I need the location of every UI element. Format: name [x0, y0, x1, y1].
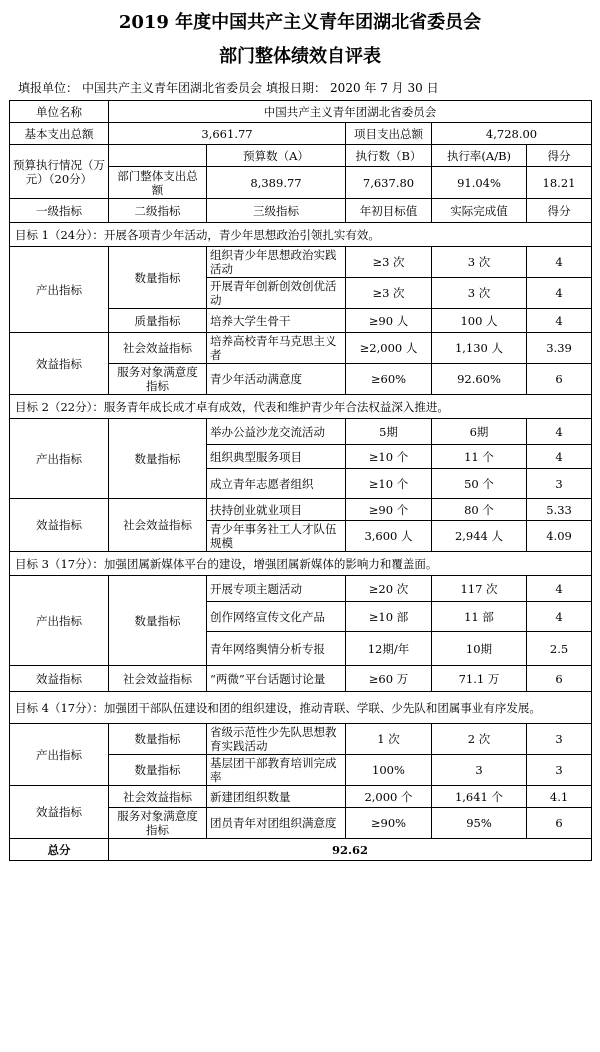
score-value: 4: [527, 445, 592, 469]
level1-indicator: 效益指标: [10, 333, 109, 395]
actual-value: 100 人: [432, 309, 527, 333]
score-value: 3: [527, 755, 592, 786]
report-meta: [18, 79, 588, 97]
goal-text: 目标 2（22分）：服务青年成长成才卓有成效，代表和维护青少年合法权益深入推进。: [10, 395, 592, 419]
dept-total-label: 部门整体支出总额: [109, 167, 207, 199]
level1-indicator: 产出指标: [10, 419, 109, 499]
level3-indicator: 组织典型服务项目: [207, 445, 346, 469]
target-value: 12期/年: [346, 632, 432, 666]
basic-total-value: 3,661.77: [109, 123, 346, 145]
actual-value: 3 次: [432, 278, 527, 309]
dept-score: 18.21: [527, 167, 592, 199]
level2-indicator: 数量指标: [109, 419, 207, 499]
actual-value: 92.60%: [432, 364, 527, 395]
level2-indicator: 数量指标: [109, 247, 207, 309]
project-total-value: 4,728.00: [432, 123, 592, 145]
indicator-row: [10, 786, 592, 808]
score-value: 4: [527, 309, 592, 333]
level1-indicator: 产出指标: [10, 247, 109, 333]
level1-indicator: 效益指标: [10, 786, 109, 839]
level1-indicator: 产出指标: [10, 724, 109, 786]
level3-indicator: 团员青年对团组织满意度: [207, 808, 346, 839]
target-value: 100%: [346, 755, 432, 786]
total-row: [10, 839, 592, 861]
target-value: ≥10 个: [346, 445, 432, 469]
level1-indicator: 效益指标: [10, 666, 109, 692]
target-value: 2,000 个: [346, 786, 432, 808]
indicator-row: [10, 333, 592, 364]
score-value: 6: [527, 666, 592, 692]
actual-value: 6期: [432, 419, 527, 445]
score-value: 6: [527, 808, 592, 839]
target-value: ≥20 次: [346, 576, 432, 602]
level2-indicator: 质量指标: [109, 309, 207, 333]
level3-indicator: 省级示范性少先队思想教育实践活动: [207, 724, 346, 755]
total-label: 总分: [10, 839, 109, 861]
actual-value: 95%: [432, 808, 527, 839]
totals-row: [10, 123, 592, 145]
score-value: 4.1: [527, 786, 592, 808]
actual-value: 117 次: [432, 576, 527, 602]
level2-indicator: 数量指标: [109, 576, 207, 666]
target-value: ≥60%: [346, 364, 432, 395]
score-value: 3.39: [527, 333, 592, 364]
dept-budget: 8,389.77: [207, 167, 346, 199]
actual-value: 1,641 个: [432, 786, 527, 808]
col-target: 年初目标值: [346, 199, 432, 223]
level2-indicator: 数量指标: [109, 755, 207, 786]
date-value: 2020 年 7 月 30 日: [330, 81, 439, 95]
actual-value: 80 个: [432, 499, 527, 521]
goal-text: 目标 4（17分）：加强团干部队伍建设和团的组织建设，推动青联、学联、少先队和团属事业有序发展。: [10, 692, 592, 724]
score-value: 4.09: [527, 521, 592, 552]
level3-indicator: “两微”平台话题讨论量: [207, 666, 346, 692]
target-value: 1 次: [346, 724, 432, 755]
column-header-row: [10, 199, 592, 223]
budget-header-row: [10, 145, 592, 167]
level2-indicator: 数量指标: [109, 724, 207, 755]
score-value: 4: [527, 419, 592, 445]
score-value: 2.5: [527, 632, 592, 666]
col-budget: 预算数（A）: [207, 145, 346, 167]
target-value: 3,600 人: [346, 521, 432, 552]
basic-total-label: 基本支出总额: [10, 123, 109, 145]
unit-name-row: [10, 101, 592, 123]
actual-value: 3 次: [432, 247, 527, 278]
score-value: 6: [527, 364, 592, 395]
level3-indicator: 青少年事务社工人才队伍规模: [207, 521, 346, 552]
col-level3: 三级指标: [207, 199, 346, 223]
level3-indicator: 培养高校青年马克思主义者: [207, 333, 346, 364]
level3-indicator: 开展专项主题活动: [207, 576, 346, 602]
col-row-score: 得分: [527, 199, 592, 223]
goal-text: 目标 3（17分）：加强团属新媒体平台的建设，增强团属新媒体的影响力和覆盖面。: [10, 552, 592, 576]
actual-value: 11 个: [432, 445, 527, 469]
level3-indicator: 青年网络舆情分析专报: [207, 632, 346, 666]
actual-value: 1,130 人: [432, 333, 527, 364]
indicator-row: [10, 419, 592, 445]
level2-indicator: 服务对象满意度指标: [109, 808, 207, 839]
target-value: ≥90%: [346, 808, 432, 839]
evaluation-table: [9, 100, 592, 861]
actual-value: 3: [432, 755, 527, 786]
score-value: 3: [527, 724, 592, 755]
col-level2: 二级指标: [109, 199, 207, 223]
level2-indicator: 社会效益指标: [109, 666, 207, 692]
dept-exec: 7,637.80: [346, 167, 432, 199]
level3-indicator: 青少年活动满意度: [207, 364, 346, 395]
unit-name-label: 单位名称: [10, 101, 109, 123]
level3-indicator: 新建团组织数量: [207, 786, 346, 808]
indicator-row: [10, 499, 592, 521]
col-level1: 一级指标: [10, 199, 109, 223]
project-total-label: 项目支出总额: [346, 123, 432, 145]
col-exec: 执行数（B）: [346, 145, 432, 167]
goal-row: [10, 223, 592, 247]
level3-indicator: 组织青少年思想政治实践活动: [207, 247, 346, 278]
target-value: ≥10 个: [346, 469, 432, 499]
unit-label: 填报单位：: [18, 81, 79, 95]
document-subtitle: 部门整体绩效自评表: [219, 46, 381, 67]
actual-value: 10期: [432, 632, 527, 666]
actual-value: 2,944 人: [432, 521, 527, 552]
goal-row: [10, 552, 592, 576]
target-value: ≥3 次: [346, 247, 432, 278]
level1-indicator: 产出指标: [10, 576, 109, 666]
score-value: 4: [527, 278, 592, 309]
score-value: 5.33: [527, 499, 592, 521]
indicator-row: [10, 247, 592, 278]
col-score: 得分: [527, 145, 592, 167]
level3-indicator: 扶持创业就业项目: [207, 499, 346, 521]
actual-value: 2 次: [432, 724, 527, 755]
score-value: 3: [527, 469, 592, 499]
total-value: 92.62: [109, 839, 592, 861]
document-title: 2019 年度中国共产主义青年团湖北省委员会: [118, 12, 482, 33]
level3-indicator: 创作网络宣传文化产品: [207, 602, 346, 632]
level3-indicator: 基层团干部教育培训完成率: [207, 755, 346, 786]
col-rate: 执行率(A/B): [432, 145, 527, 167]
indicator-row: [10, 666, 592, 692]
score-value: 4: [527, 247, 592, 278]
level2-indicator: 社会效益指标: [109, 499, 207, 552]
budget-label: 预算执行情况（万元）（20分）: [10, 145, 109, 199]
level2-indicator: 社会效益指标: [109, 786, 207, 808]
actual-value: 50 个: [432, 469, 527, 499]
target-value: ≥3 次: [346, 278, 432, 309]
level2-indicator: 服务对象满意度指标: [109, 364, 207, 395]
goal-text: 目标 1（24分）：开展各项青少年活动，青少年思想政治引领扎实有效。: [10, 223, 592, 247]
budget-blank: [109, 145, 207, 167]
target-value: ≥2,000 人: [346, 333, 432, 364]
target-value: ≥90 人: [346, 309, 432, 333]
unit-name-value: 中国共产主义青年团湖北省委员会: [109, 101, 592, 123]
score-value: 4: [527, 602, 592, 632]
target-value: ≥10 部: [346, 602, 432, 632]
date-label: 填报日期：: [266, 81, 327, 95]
target-value: 5期: [346, 419, 432, 445]
level3-indicator: 培养大学生骨干: [207, 309, 346, 333]
col-actual: 实际完成值: [432, 199, 527, 223]
level3-indicator: 举办公益沙龙交流活动: [207, 419, 346, 445]
score-value: 4: [527, 576, 592, 602]
unit-value: 中国共产主义青年团湖北省委员会: [82, 81, 263, 95]
actual-value: 11 部: [432, 602, 527, 632]
dept-rate: 91.04%: [432, 167, 527, 199]
goal-row: [10, 395, 592, 419]
level1-indicator: 效益指标: [10, 499, 109, 552]
level2-indicator: 社会效益指标: [109, 333, 207, 364]
indicator-row: [10, 576, 592, 602]
level3-indicator: 开展青年创新创效创优活动: [207, 278, 346, 309]
goal-row: [10, 692, 592, 724]
actual-value: 71.1 万: [432, 666, 527, 692]
level3-indicator: 成立青年志愿者组织: [207, 469, 346, 499]
target-value: ≥60 万: [346, 666, 432, 692]
indicator-row: [10, 724, 592, 755]
target-value: ≥90 个: [346, 499, 432, 521]
